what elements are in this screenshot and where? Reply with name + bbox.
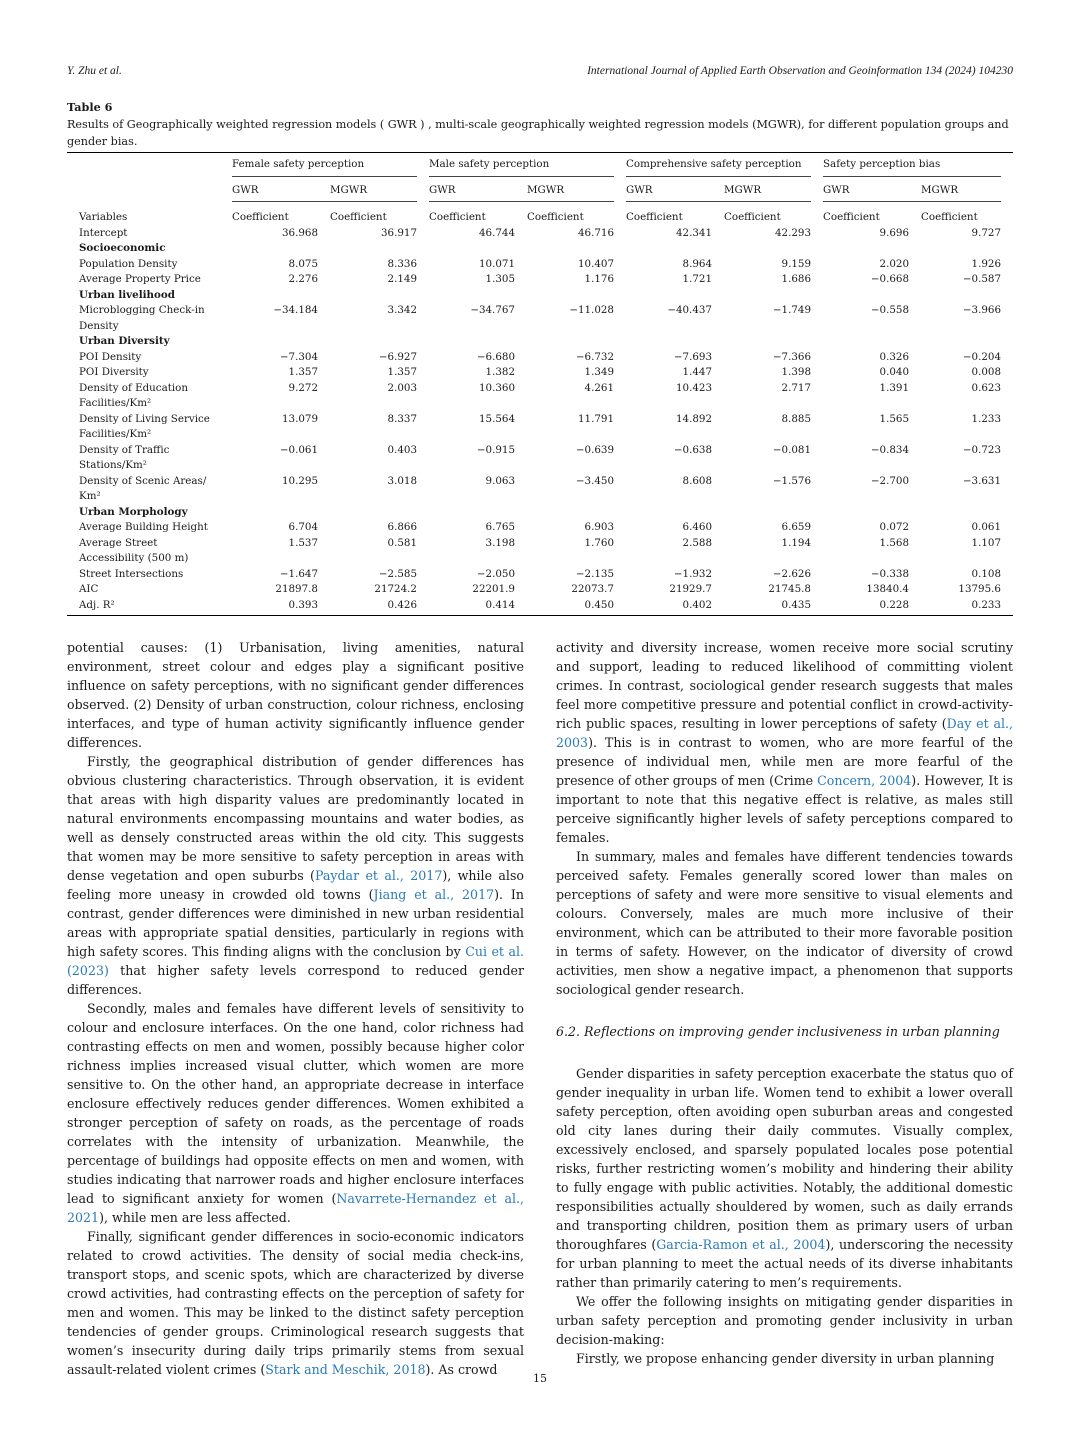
coefficient-cell: −6.732	[575, 350, 614, 363]
paragraph-text: ), while men are less affected.	[99, 1210, 291, 1225]
coefficient-cell: −11.028	[569, 304, 614, 316]
page-number: 15	[533, 1372, 547, 1385]
coefficient-cell	[626, 505, 724, 521]
coefficient-cell	[527, 334, 626, 350]
coefficient-cell	[921, 505, 1013, 521]
table-section-row	[67, 334, 1013, 350]
variable-name-text: Average Building Height	[79, 521, 208, 533]
coefficient-cell: 2.588	[682, 536, 712, 549]
coefficient-cell: 1.568	[879, 536, 909, 549]
variable-name-text: Urban Diversity	[79, 335, 170, 347]
coefficient-cell: 10.423	[675, 381, 712, 394]
coefficient-cell: 1.686	[781, 273, 811, 285]
variable-name-text: Density of Living Service	[79, 412, 210, 425]
coefficient-cell: 8.075	[288, 257, 318, 270]
coefficient-cell: 1.176	[584, 273, 614, 285]
variable-name-text: Accessibility (500 m)	[79, 552, 189, 564]
variable-name	[67, 412, 232, 443]
variable-name	[67, 303, 232, 334]
coefficient-cell: 6.765	[485, 521, 515, 533]
coefficient-cell: 2.276	[288, 273, 318, 285]
coefficient-cell: −3.450	[575, 474, 614, 487]
coefficient-cell: 0.108	[971, 567, 1001, 580]
coefficient-cell	[330, 505, 429, 521]
variable-name	[67, 257, 232, 273]
variable-name	[67, 598, 232, 616]
coefficient-cell	[921, 241, 1013, 257]
variable-name-text: Stations/Km²	[79, 459, 147, 471]
coefficient-cell: −0.061	[279, 443, 318, 456]
coefficient-cell: 8.964	[682, 257, 712, 270]
table-caption-text: Results of Geographically weighted regression models ( GWR ) , multi-scale geographically weighted regression models (MGWR), for different population groups and gender bias.	[67, 118, 1009, 148]
table-body	[67, 204, 1013, 616]
header-journal: International Journal of Applied Earth Observation and Geoinformation 134 (2024) 104230	[587, 65, 1013, 77]
coefficient-cell: −0.639	[575, 443, 614, 456]
coefficient-cell	[527, 241, 626, 257]
coefficient-cell	[921, 334, 1013, 350]
body-paragraph	[556, 638, 1013, 847]
coefficient-cell: 8.608	[682, 474, 712, 487]
coefficient-cell	[429, 505, 527, 521]
coefficient-cell: 22073.7	[571, 583, 614, 595]
coefficient-cell: −0.338	[870, 567, 909, 580]
coef-label: Coefficient	[232, 211, 289, 223]
coefficient-cell: 8.337	[387, 412, 417, 425]
variable-name-text: AIC	[79, 583, 99, 595]
coefficient-cell	[724, 334, 823, 350]
coefficient-cell: 46.716	[577, 226, 614, 239]
variable-name-text: Street Intersections	[79, 567, 184, 580]
table-row	[67, 582, 1013, 598]
coefficient-cell: 0.403	[387, 443, 417, 456]
variable-name	[67, 241, 232, 257]
running-header	[67, 65, 1013, 81]
citation-link[interactable]: Day et al., 2003	[556, 716, 1013, 750]
coefficient-cell	[429, 241, 527, 257]
variable-name	[67, 365, 232, 381]
coefficient-cell: 1.721	[682, 273, 712, 285]
coefficient-cell: −1.932	[673, 567, 712, 580]
body-paragraph	[67, 638, 524, 752]
section-heading: 6.2. Reflections on improving gender inclusiveness in urban planning	[556, 1024, 1000, 1039]
coef-label: Coefficient	[626, 211, 683, 223]
coefficient-cell: −40.437	[667, 304, 712, 316]
coefficient-cell	[626, 334, 724, 350]
paragraph-text: ), while also feeling more uneasy in crowded old towns (	[67, 868, 524, 902]
coefficient-cell: −0.587	[962, 273, 1001, 285]
model-header: MGWR	[527, 183, 614, 203]
model-header: MGWR	[330, 183, 417, 203]
coefficient-header-row	[67, 210, 1013, 226]
coef-label: Coefficient	[330, 211, 387, 223]
paragraph-text: Finally, significant gender differences in socio-economic indicators related to crowd activities. The density of social media check-ins, transport stops, and scenic spots, which are characterized by diverse crowd activities, had contrasting effects on the perception of safety for men and women. This may be linked to the distinct safety perception tendencies of gender groups. Criminological research suggests that women’s insecurity during daily trips primarily stems from sexual assault-related violent crimes (	[67, 1229, 524, 1377]
coefficient-cell: 1.107	[971, 536, 1001, 549]
coefficient-cell: 9.696	[879, 226, 909, 239]
coefficient-cell: 6.659	[781, 521, 811, 533]
coefficient-cell: −2.050	[476, 567, 515, 580]
variable-name-text: Socioeconomic	[79, 242, 166, 254]
paragraph-text: We offer the following insights on mitigating gender disparities in urban safety perception and promoting gender inclusivity in urban decision-making:	[556, 1294, 1013, 1347]
variable-name-text: Density of Scenic Areas/	[79, 474, 207, 487]
model-header: MGWR	[724, 183, 811, 203]
variable-name-text: Average Property Price	[79, 273, 201, 285]
coefficient-cell: 14.892	[675, 412, 712, 425]
coefficient-cell: −34.767	[470, 304, 515, 316]
coefficient-cell: 1.565	[879, 412, 909, 425]
paragraph-text: ). However, It is important to note that this negative effect is relative, as males still perceive significantly higher levels of safety perceptions compared to females.	[556, 773, 1013, 845]
citation-link[interactable]: Garcia-Ramon et al., 2004	[656, 1237, 826, 1252]
body-paragraph	[67, 752, 524, 999]
table-row	[67, 381, 1013, 412]
coefficient-cell: 46.744	[478, 226, 515, 239]
variable-name-text: Density of Education	[79, 381, 188, 394]
model-header: MGWR	[921, 183, 1001, 203]
coefficient-cell	[626, 241, 724, 257]
coefficient-cell: 0.450	[584, 598, 614, 611]
model-header: GWR	[429, 183, 527, 203]
coefficient-cell: 1.349	[584, 366, 614, 378]
paragraph-text: ). As crowd	[425, 1362, 498, 1377]
coefficient-cell: −6.680	[476, 350, 515, 363]
coefficient-cell: 2.020	[879, 257, 909, 270]
coefficient-cell: 10.295	[281, 474, 318, 487]
coefficient-cell: 1.537	[288, 536, 318, 549]
coefficient-cell: −1.647	[279, 567, 318, 580]
coefficient-cell	[724, 241, 823, 257]
coefficient-cell: 15.564	[478, 412, 515, 425]
coefficient-cell: 6.866	[387, 521, 417, 533]
coefficient-cell: 3.018	[387, 474, 417, 487]
coefficient-cell: 4.261	[584, 381, 614, 394]
model-header: GWR	[823, 183, 921, 203]
table-caption	[67, 99, 1013, 150]
coefficient-cell: −3.631	[962, 474, 1001, 487]
coefficient-cell	[823, 241, 921, 257]
variable-name	[67, 520, 232, 536]
coefficient-cell	[330, 241, 429, 257]
citation-link[interactable]: Concern, 2004	[817, 773, 912, 788]
coefficient-cell	[330, 288, 429, 304]
coefficient-cell: 2.149	[387, 273, 417, 285]
coefficient-cell: 13795.6	[958, 583, 1001, 595]
coefficient-cell: 22201.9	[472, 583, 515, 595]
coefficient-cell: −7.304	[279, 350, 318, 363]
table-row	[67, 303, 1013, 334]
citation-link[interactable]: Stark and Meschik, 2018	[265, 1362, 426, 1377]
coefficient-cell: 3.198	[485, 536, 515, 549]
coefficient-cell: −2.700	[870, 474, 909, 487]
table-row	[67, 598, 1013, 616]
coefficient-cell: −0.558	[870, 304, 909, 316]
variable-name	[67, 226, 232, 242]
coefficient-cell: 13.079	[281, 412, 318, 425]
coefficient-cell: 1.305	[485, 273, 515, 285]
coefficient-cell: −0.834	[870, 443, 909, 456]
coefficient-cell: −7.693	[673, 350, 712, 363]
coefficient-cell	[527, 505, 626, 521]
coefficient-cell: 0.402	[682, 598, 712, 611]
coefficient-cell: 42.293	[774, 226, 811, 239]
paragraph-text: In summary, males and females have different tendencies towards perceived safety. Females generally scored lower than males on perceptions of safety and were more sensitive to visual elements and colours. Conversely, males are much more inclusive of their environment, which can be attributed to their more favorable position in terms of safety. However, on the indicator of diversity of crowd activities, men show a negative impact, a phenomenon that supports sociological gender research.	[556, 849, 1013, 997]
body-paragraph	[556, 847, 1013, 999]
table-row	[67, 536, 1013, 567]
coefficient-cell: 13840.4	[866, 583, 909, 595]
coefficient-cell: 1.391	[879, 381, 909, 394]
table-label: Table 6	[67, 100, 113, 114]
coefficient-cell	[724, 288, 823, 304]
coefficient-cell: −6.927	[378, 350, 417, 363]
paragraph-text: potential causes: (1) Urbanisation, living amenities, natural environment, street colour and edges play a significant positive influence on safety perceptions, with no significant gender differences observed. (2) Density of urban construction, colour richness, enclosing interfaces, and type of human activity significantly influence gender differences.	[67, 640, 524, 750]
coefficient-cell: 11.791	[577, 412, 614, 425]
group-header-male: Male safety perception	[429, 157, 614, 177]
coefficient-cell: 0.623	[971, 381, 1001, 394]
variable-name	[67, 350, 232, 366]
coefficient-cell	[232, 334, 330, 350]
paragraph-text: ), underscoring the necessity for urban planning to meet the actual needs of its diverse inhabitants rather than primarily catering to men’s requirements.	[556, 1237, 1014, 1290]
group-header-female: Female safety perception	[232, 157, 417, 177]
coefficient-cell: −34.184	[273, 304, 318, 316]
coefficient-cell: −1.749	[772, 304, 811, 316]
coefficient-cell: 1.760	[584, 536, 614, 549]
coefficient-cell: 0.435	[781, 598, 811, 611]
group-header-comprehensive: Comprehensive safety perception	[626, 157, 811, 177]
coefficient-cell: 0.393	[288, 598, 318, 611]
coefficient-cell: −0.723	[962, 443, 1001, 456]
paragraph-text: Secondly, males and females have different levels of sensitivity to colour and enclosure interfaces. On the one hand, color richness had contrasting effects on men and women, possibly because higher color richness implies increased visual clutter, which women are more sensitive to. On the other hand, an appropriate decrease in interface enclosure effectively reduces gender differences. Women exhibited a stronger perception of safety on roads, as the percentage of roads correlates with the intensity of urbanization. Meanwhile, the percentage of buildings had opposite effects on men and women, with studies indicating that narrower roads and higher enclosure interfaces lead to significant anxiety for women (	[67, 1001, 524, 1206]
coef-label: Coefficient	[823, 211, 880, 223]
table-section-row	[67, 241, 1013, 257]
coefficient-cell: 1.382	[485, 366, 515, 378]
variable-name	[67, 536, 232, 567]
coefficient-cell: −0.081	[772, 443, 811, 456]
table-row	[67, 520, 1013, 536]
variable-name	[67, 567, 232, 583]
paragraph-text: activity and diversity increase, women receive more social scrutiny and support, leading to reduced likelihood of committing violent crimes. In contrast, sociological gender research suggests that males feel more competitive pressure and potential conflict in crowd-activity-rich public spaces, resulting in lower perceptions of safety (	[556, 640, 1013, 731]
coefficient-cell	[429, 288, 527, 304]
body-column-right	[556, 638, 1013, 1368]
coefficient-cell: 8.336	[387, 257, 417, 270]
paragraph-text: ). This is in contrast to women, who are more fearful of the presence of individual men, while men are more fearful of the presence of other groups of men (Crime	[556, 735, 1013, 788]
coefficient-cell: 3.342	[387, 304, 417, 316]
coefficient-cell: 0.061	[971, 521, 1001, 533]
coefficient-cell	[724, 505, 823, 521]
coefficient-cell: 9.063	[485, 474, 515, 487]
right-column-lower	[556, 1064, 1013, 1368]
variable-name-text: Microblogging Check-in	[79, 304, 205, 316]
coefficient-cell: 21929.7	[669, 583, 712, 595]
coefficient-cell: 6.903	[584, 521, 614, 533]
coefficient-cell: 9.727	[971, 226, 1001, 239]
body-paragraph	[67, 999, 524, 1227]
coef-label: Coefficient	[921, 211, 978, 223]
coefficient-cell: −0.638	[673, 443, 712, 456]
coefficient-cell: 6.460	[682, 521, 712, 533]
paragraph-text: Firstly, we propose enhancing gender diversity in urban planning	[576, 1351, 995, 1366]
table-row	[67, 443, 1013, 474]
variable-name	[67, 582, 232, 598]
coefficient-cell: −2.626	[772, 567, 811, 580]
table-row	[67, 226, 1013, 242]
coefficient-cell: 36.917	[380, 226, 417, 239]
coefficient-cell: −2.585	[378, 567, 417, 580]
coefficient-cell: −0.915	[476, 443, 515, 456]
coefficient-cell: 1.357	[387, 366, 417, 378]
coefficient-cell: 0.072	[879, 521, 909, 533]
coefficient-cell	[823, 288, 921, 304]
group-header-bias: Safety perception bias	[823, 157, 1001, 177]
header-authors: Y. Zhu et al.	[67, 65, 122, 77]
coefficient-cell: 1.357	[288, 366, 318, 378]
table-row	[67, 272, 1013, 288]
variable-name	[67, 288, 232, 304]
coefficient-cell: 0.040	[879, 366, 909, 378]
coefficient-cell: 21745.8	[768, 583, 811, 595]
coefficient-cell: 21724.2	[374, 583, 417, 595]
coefficient-cell: 0.228	[879, 598, 909, 611]
citation-link[interactable]: Jiang et al., 2017	[373, 887, 495, 902]
citation-link[interactable]: Paydar et al., 2017	[314, 868, 443, 883]
coefficient-cell: 36.968	[281, 226, 318, 239]
variable-name	[67, 272, 232, 288]
paragraph-text: Gender disparities in safety perception exacerbate the status quo of gender inequality in urban life. Women tend to exhibit a lower overall safety perception, often avoiding open suburban areas and congested old city lanes during their daily commutes. Visually complex, excessively enclosed, and sparsely populated locales pose potential risks, further restricting women’s mobility and hindering their ability to fully engage with public activities. Notably, the additional domestic responsibilities actually shouldered by women, such as daily errands and transporting children, position them as primary users of urban thoroughfares (	[556, 1066, 1013, 1252]
coefficient-cell: 42.341	[675, 226, 712, 239]
citation-link[interactable]: Cui et al. (2023)	[67, 944, 524, 978]
coefficient-cell: 8.885	[781, 412, 811, 425]
coefficient-cell	[626, 288, 724, 304]
coefficient-cell: 2.003	[387, 381, 417, 394]
coefficient-cell: 0.008	[971, 366, 1001, 378]
coef-label: Coefficient	[527, 211, 584, 223]
coefficient-cell	[330, 334, 429, 350]
coefficient-cell: 0.426	[387, 598, 417, 611]
coefficient-cell: 10.071	[478, 257, 515, 270]
coefficient-cell: −7.366	[772, 350, 811, 363]
coefficient-cell: 0.326	[879, 350, 909, 363]
variable-name-text: Average Street	[79, 536, 158, 549]
variable-name-text: Urban livelihood	[79, 288, 175, 301]
body-paragraph	[556, 1292, 1013, 1349]
results-table	[67, 152, 1013, 616]
variable-name-text: Urban Morphology	[79, 505, 188, 518]
table-section-row	[67, 505, 1013, 521]
body-column-left	[67, 638, 524, 1379]
coefficient-cell: 1.194	[781, 536, 811, 549]
body-paragraph	[556, 1064, 1013, 1292]
coef-label: Coefficient	[724, 211, 781, 223]
variable-name	[67, 334, 232, 350]
table-row	[67, 474, 1013, 505]
variable-name-text: Density	[79, 319, 119, 332]
coefficient-cell: 10.360	[478, 381, 515, 394]
variables-label: Variables	[79, 211, 128, 223]
coefficient-cell: −2.135	[575, 567, 614, 580]
paragraph-text: Firstly, the geographical distribution of gender differences has obvious clustering characteristics. Through observation, it is evident that areas with high disparity values are predominantly located in natural environments encompassing mountains and water bodies, as well as densely constructed areas within the old city. This suggests that women may be more sensitive to safety perception in areas with dense vegetation and open suburbs (	[67, 754, 524, 883]
coefficient-cell	[527, 288, 626, 304]
model-header: GWR	[232, 183, 330, 203]
coefficient-cell	[232, 505, 330, 521]
coefficient-cell: −3.966	[962, 304, 1001, 316]
coefficient-cell: 9.159	[781, 257, 811, 270]
coefficient-cell: 0.414	[485, 598, 515, 611]
coefficient-cell: −1.576	[772, 474, 811, 487]
coefficient-cell: 10.407	[577, 257, 614, 270]
variable-name-text: Facilities/Km²	[79, 397, 152, 409]
coefficient-cell: 0.581	[387, 536, 417, 549]
body-paragraph	[67, 1227, 524, 1379]
variable-name-text: Km²	[79, 490, 101, 502]
coefficient-cell: 1.926	[971, 257, 1001, 270]
coefficient-cell: −0.204	[962, 350, 1001, 363]
coefficient-cell	[232, 288, 330, 304]
citation-link[interactable]: Navarrete-Hernandez et al., 2021	[67, 1191, 524, 1225]
coefficient-cell: 1.233	[971, 412, 1001, 425]
right-column-upper	[556, 638, 1013, 999]
coefficient-cell	[232, 241, 330, 257]
coefficient-cell: 6.704	[288, 521, 318, 533]
variable-name-text: Facilities/Km²	[79, 428, 152, 440]
variable-name	[67, 381, 232, 412]
coefficient-cell	[429, 334, 527, 350]
coefficient-cell: −0.668	[870, 273, 909, 285]
body-paragraph	[556, 1349, 1013, 1368]
table-section-row	[67, 288, 1013, 304]
variable-name	[67, 443, 232, 474]
variable-name-text: Population Density	[79, 257, 178, 270]
coefficient-cell	[921, 288, 1013, 304]
table-row	[67, 350, 1013, 366]
paragraph-text: ). In contrast, gender differences were diminished in new urban residential areas with appropriate spatial densities, particularly in regions with high safety scores. This finding aligns with the conclusion by	[67, 887, 524, 959]
table-row	[67, 257, 1013, 273]
coefficient-cell: 1.398	[781, 366, 811, 378]
coefficient-cell	[823, 334, 921, 350]
coefficient-cell: 1.447	[682, 366, 712, 378]
variable-name-text: POI Density	[79, 350, 142, 363]
coef-label: Coefficient	[429, 211, 486, 223]
model-header: GWR	[626, 183, 724, 203]
coefficient-cell: 0.233	[971, 598, 1001, 611]
variable-name-text: Adj. R²	[79, 598, 115, 611]
coefficient-cell: 9.272	[288, 381, 318, 394]
coefficient-cell: 2.717	[781, 381, 811, 394]
variable-name-text: Intercept	[79, 226, 128, 239]
table-row	[67, 567, 1013, 583]
coefficient-cell: 21897.8	[275, 583, 318, 595]
paragraph-text: that higher safety levels correspond to reduced gender differences.	[67, 963, 524, 997]
variable-name-text: Density of Traffic	[79, 443, 170, 456]
variable-name	[67, 505, 232, 521]
table-row	[67, 365, 1013, 381]
coefficient-cell	[823, 505, 921, 521]
table-row	[67, 412, 1013, 443]
variable-name	[67, 474, 232, 505]
variable-name-text: POI Diversity	[79, 366, 149, 378]
